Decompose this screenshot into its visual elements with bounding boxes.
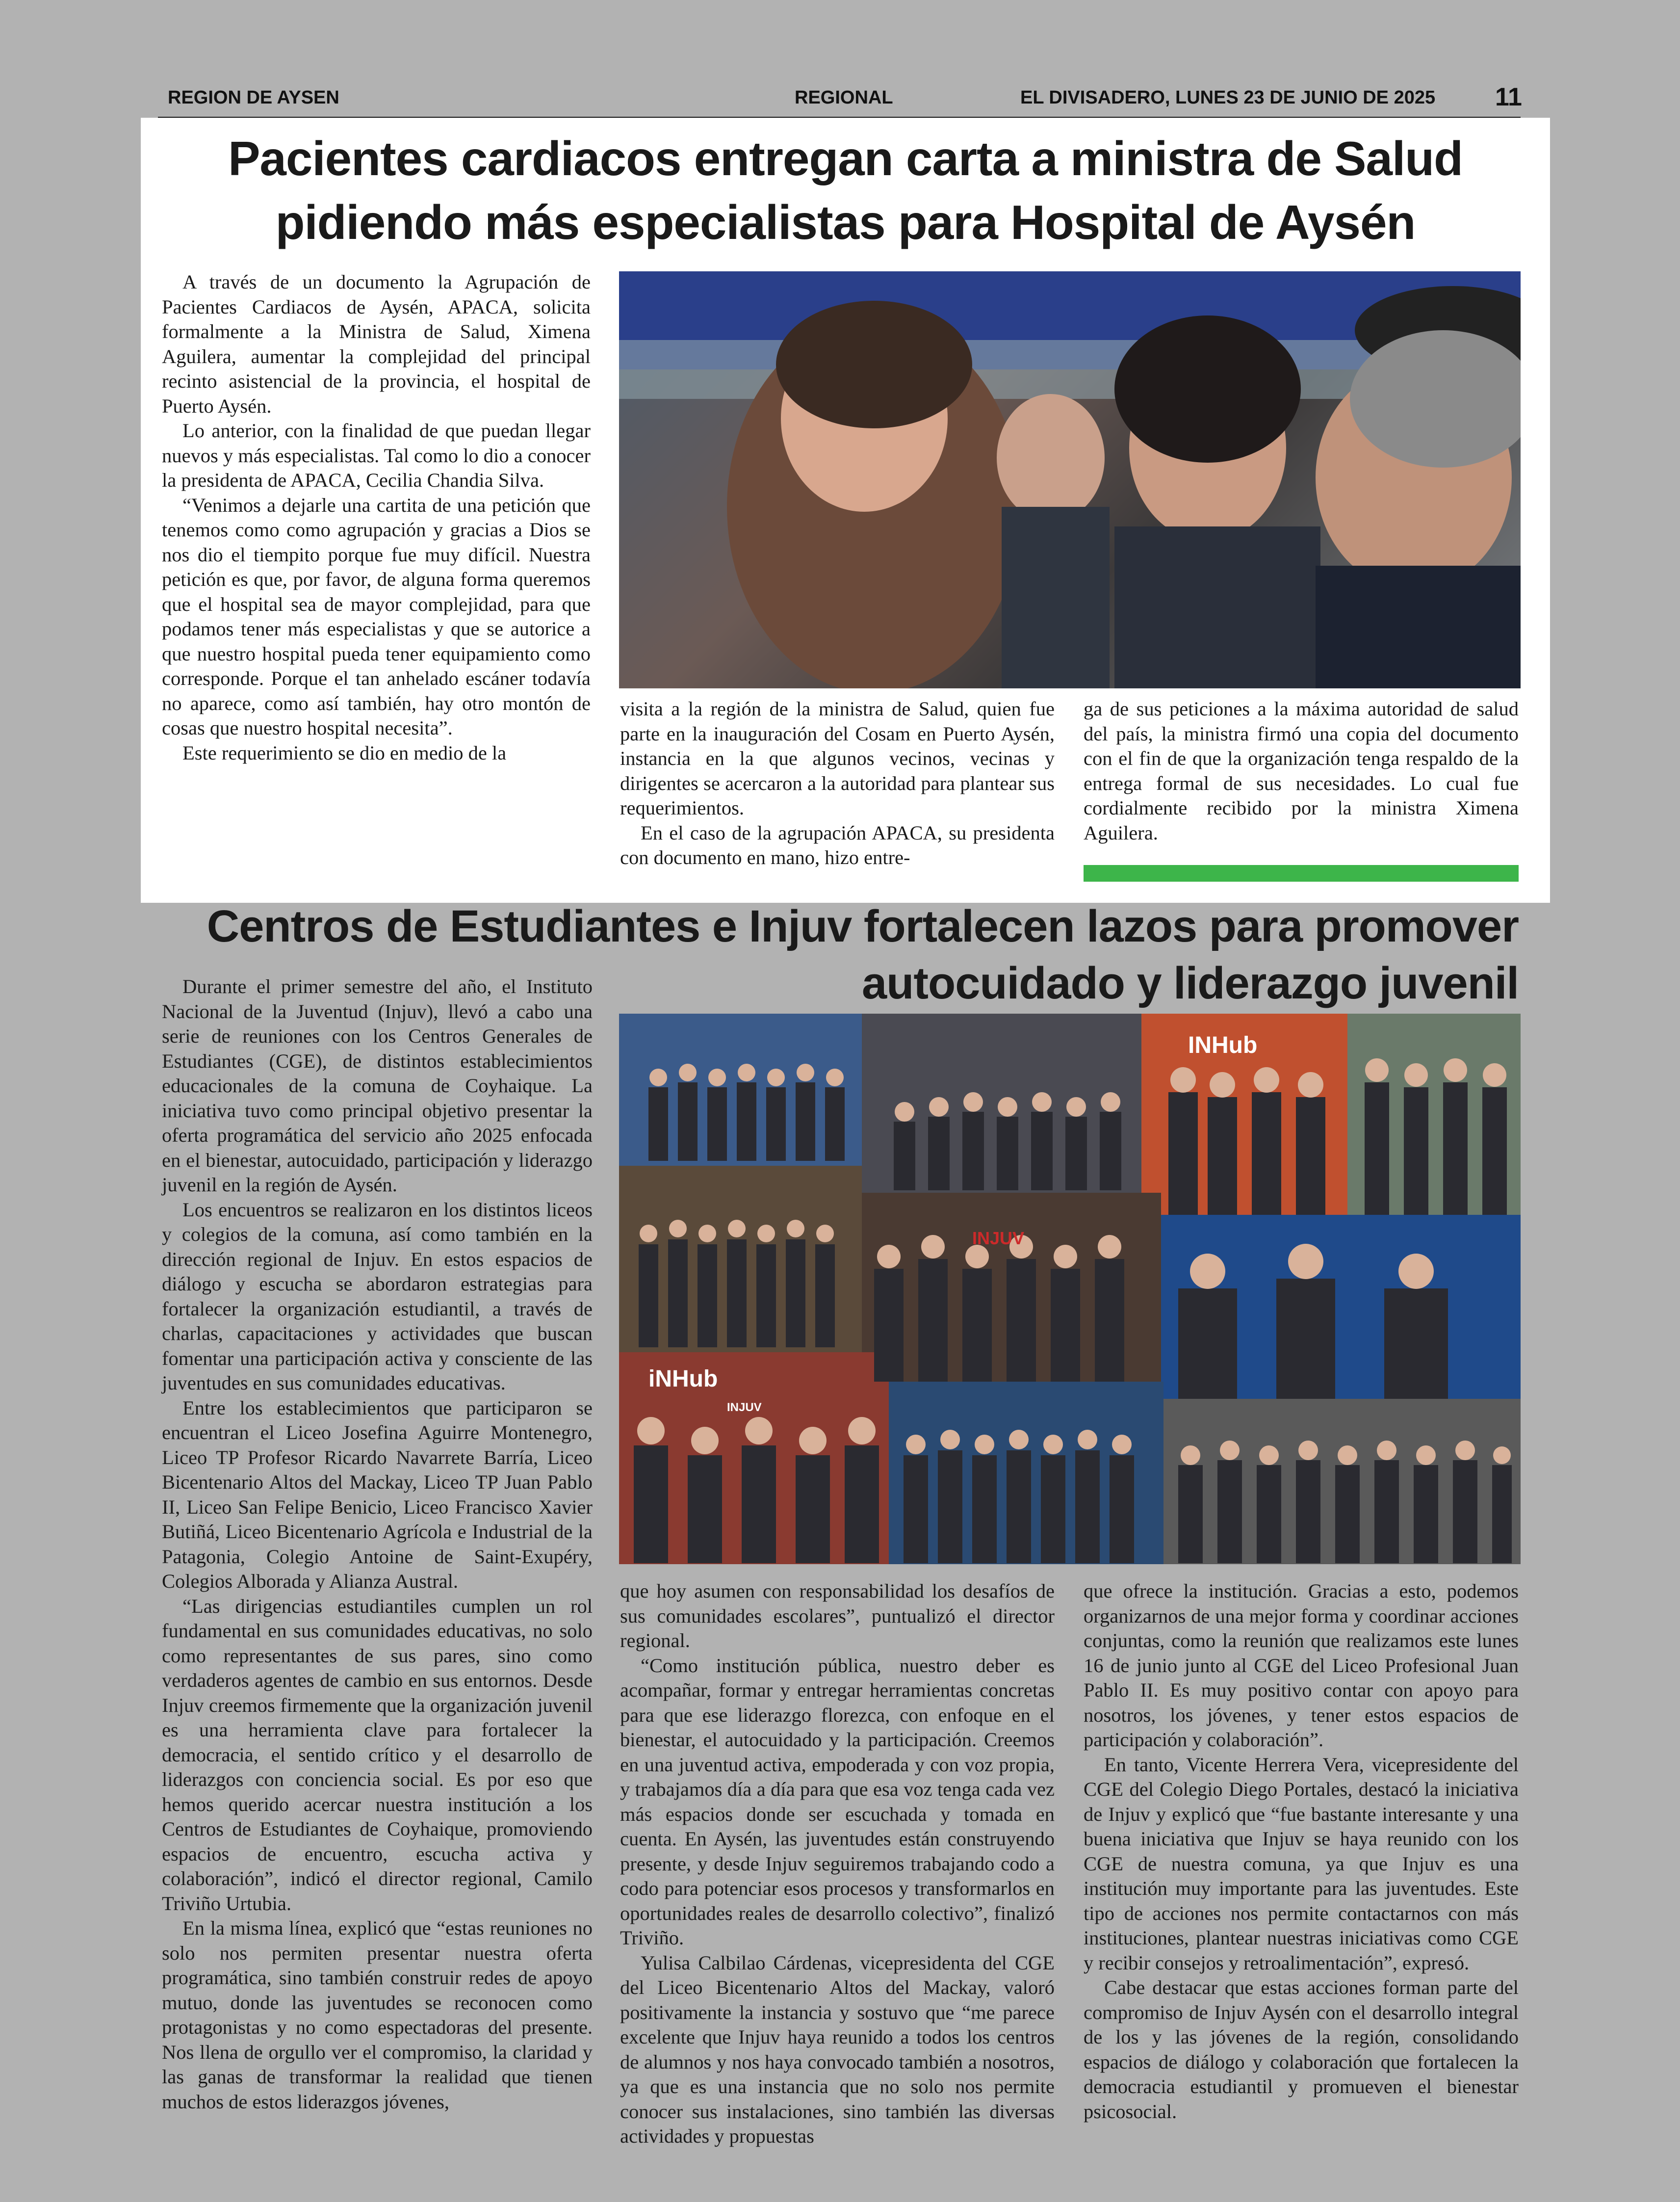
article2-col1-p5: En la misma línea, explicó que “estas reuniones no solo nos permiten presentar nuestra oferta programática, sino también construir redes de apoyo mutuo, donde las juventudes se reconocen como protagonistas y no como espectadoras del presente. Nos llena de orgullo ver el compromiso, la claridad y las ganas de transformar la realidad que tienen muchos de estos liderazgos jóvenes,: [162, 1917, 593, 2113]
article1-col2-p2: En el caso de la agrupación APACA, su presidenta con documento en mano, hizo entre-: [620, 821, 1055, 868]
article1-col1-p2: Lo anterior, con la finalidad de que puedan llegar nuevos y más especialistas. Tal como lo dio a conocer la presidenta de APACA, Cecilia Chandia Silva.: [162, 419, 591, 491]
article2-headline-line2: autocuidado y liderazgo juvenil: [862, 958, 1519, 1008]
section-label-center: REGIONAL: [795, 87, 893, 108]
article2-col1-p1: Durante el primer semestre del año, el Instituto Nacional de la Juventud (Injuv), llevó a cabo una serie de reuniones con los Centros Generales de Estudiantes (CGE), de distintos establecimientos educacionales de la comuna de Coyhaique. La iniciativa tuvo como principal objetivo presentar la oferta programática del servicio año 2025 enfocada en el bienestar, autocuidado, participación y liderazgo juvenil en la región de Aysén.: [162, 975, 593, 1196]
article2-col1: [162, 974, 593, 2114]
article1-headline-line1: Pacientes cardiacos entregan carta a ministra de Salud: [228, 131, 1463, 185]
article1-photo: [619, 271, 1521, 688]
article1-col2: [620, 697, 1055, 870]
article2-col1-p2: Los encuentros se realizaron en los distintos liceos y colegios de la comuna, así como también en la dirección regional de Injuv. En estos espacios de diálogo y escucha se abordaron estrategias para fortalecer la organización estudiantil, a través de charlas, capacitaciones y actividades que buscan fomentar una participación activa y consciente de las juventudes en sus comunidades educativas.: [162, 1198, 593, 1394]
article1-col3: [1084, 697, 1519, 845]
section-label-left: REGION DE AYSEN: [168, 87, 339, 108]
article2-photo-collage: [619, 1014, 1521, 1564]
article1-col2-p1: visita a la región de la ministra de Salud, quien fue parte en la inauguración del Cosam en Puerto Aysén, instancia en la que algunos vecinos, vecinas y dirigentes se acercaron a la autoridad para plantear sus requerimientos.: [620, 698, 1055, 819]
article2-col3-p2: En tanto, Vicente Herrera Vera, vicepresidente del CGE del Colegio Diego Portales, destacó la iniciativa de Injuv y explicó que “fue bastante interesante y una buena iniciativa que Injuv se haya reunido con los CGE de nuestra comuna, ya que Injuv es una institución muy importante para las juventudes. Este tipo de acciones nos permite contactarnos con más instituciones, plantear nuestras iniciativas como CGE y recibir consejos y retroalimentación”, expresó.: [1084, 1753, 1519, 1974]
sign-inhub-1: INHub: [1188, 1032, 1258, 1058]
article2-headline-line1: Centros de Estudiantes e Injuv fortalecen lazos para promover: [207, 901, 1519, 951]
article2-col2-p2: “Como institución pública, nuestro deber es acompañar, formar y entregar herramientas concretas para que ese liderazgo florezca, con enfoque en el bienestar, el autocuidado y la participación. Creemos en una juventud activa, empoderada y con voz propia, y trabajamos día a día para que esa voz tenga cada vez más espacios donde ser escuchada y tomada en cuenta. En Aysén, las juventudes están construyendo presente, y desde Injuv seguiremos trabajando codo a codo para potenciar esos procesos y transformarlos en oportunidades reales de desarrollo colectivo”, finalizó Triviño.: [620, 1654, 1055, 1949]
article2-col1-p3: Entre los establecimientos que participaron se encuentran el Liceo Josefina Aguirre Montenegro, Liceo TP Profesor Ricardo Navarrete Barría, Liceo Bicentenario Altos del Mackay, Liceo TP Juan Pablo II, Liceo San Felipe Benicio, Liceo Francisco Xavier Butiñá, Liceo Bicentenario Agrícola e Industrial de la Patagonia, Colegio Antoine de Saint-Exupéry, Colegios Alborada y Alianza Austral.: [162, 1396, 593, 1592]
sign-inhub-2: iNHub: [648, 1366, 718, 1392]
article1-headline-line2: pidiendo más especialistas para Hospital de Aysén: [275, 195, 1416, 249]
article1-col1: [162, 270, 591, 765]
article1-col1-p4: Este requerimiento se dio en medio de la: [182, 741, 507, 764]
page-number: 11: [1495, 83, 1522, 111]
accent-bar: [1084, 865, 1519, 882]
article2-col3: [1084, 1579, 1519, 2124]
article1-col3-p1: ga de sus peticiones a la máxima autoridad de salud del país, la ministra firmó una copia del documento con el fin de que la organización tenga respaldo de la entrega formal de sus necesidades. Lo cual fue cordialmente recibido por la ministra Ximena Aguilera.: [1084, 698, 1519, 844]
article2-col2-p1: que hoy asumen con responsabilidad los desafíos de sus comunidades escolares”, puntualizó el director regional.: [620, 1580, 1055, 1652]
publication-date: EL DIVISADERO, LUNES 23 DE JUNIO DE 2025: [1020, 87, 1436, 108]
article1-headline: [141, 127, 1550, 254]
article1-col1-p1: A través de un documento la Agrupación de Pacientes Cardiacos de Aysén, APACA, solicita formalmente a la Ministra de Salud, Ximena Aguilera, aumentar la complejidad del principal recinto asistencial de la provincia, el hospital de Puerto Aysén.: [162, 271, 591, 417]
article1-col1-p3: “Venimos a dejarle una cartita de una petición que tenemos como como agrupación y gracias a Dios se nos dio el tiempito porque fue muy difícil. Nuestra petición es que, por favor, de alguna forma queremos que el hospital sea de mayor complejidad, para que podamos tener más especialistas y que se autorice a que nuestro hospital pueda tener equipamiento como corresponde. Porque el tan anhelado escáner todavía no aparece, como así también, hay otro montón de cosas que nuestro hospital necesita”.: [162, 494, 591, 739]
article2-col2-p3: Yulisa Calbilao Cárdenas, vicepresidenta del CGE del Liceo Bicentenario Altos del Mackay, valoró positivamente la instancia y sostuvo que “me parece excelente que Injuv haya reunido a todos los centros de alumnos y nos haya convocado también a nosotros, ya que es una instancia que no solo nos permite conocer sus instalaciones, sino también las diversas actividades y propuestas: [620, 1951, 1055, 2147]
article2-col1-p4: “Las dirigencias estudiantiles cumplen un rol fundamental en sus comunidades educativas, no solo como representantes de sus pares, sino como verdaderos agentes de cambio en sus entornos. Desde Injuv creemos firmemente que la organización juvenil es una herramienta clave para fortalecer la democracia, el sentido crítico y el desarrollo de liderazgos con conciencia social. Es por eso que hemos querido acercar nuestra institución a los Centros de Estudiantes de Coyhaique, promoviendo espacios de encuentro, escucha activa y colaboración”, indicó el director regional, Camilo Triviño Urtubia.: [162, 1595, 593, 1914]
article2-col3-p1: que ofrece la institución. Gracias a esto, podemos organizarnos de una mejor forma y coordinar acciones conjuntas, como la reunión que realizamos este lunes 16 de junio junto al CGE del Liceo Profesional Juan Pablo II. Es muy positivo contar con apoyo para nosotros, los jóvenes, y tener estos espacios de participación y colaboración”.: [1084, 1580, 1519, 1751]
sign-injuv-1: INJUV: [972, 1228, 1025, 1248]
article2-col3-p3: Cabe destacar que estas acciones forman parte del compromiso de Injuv Aysén con el desarrollo integral de los y las jóvenes de la región, consolidando espacios de diálogo y colaboración que fortalecen la democracia estudiantil y promueven el bienestar psicosocial.: [1084, 1976, 1519, 2123]
article2-col2: [620, 1579, 1055, 2149]
sign-injuv-2: INJUV: [727, 1401, 762, 1414]
